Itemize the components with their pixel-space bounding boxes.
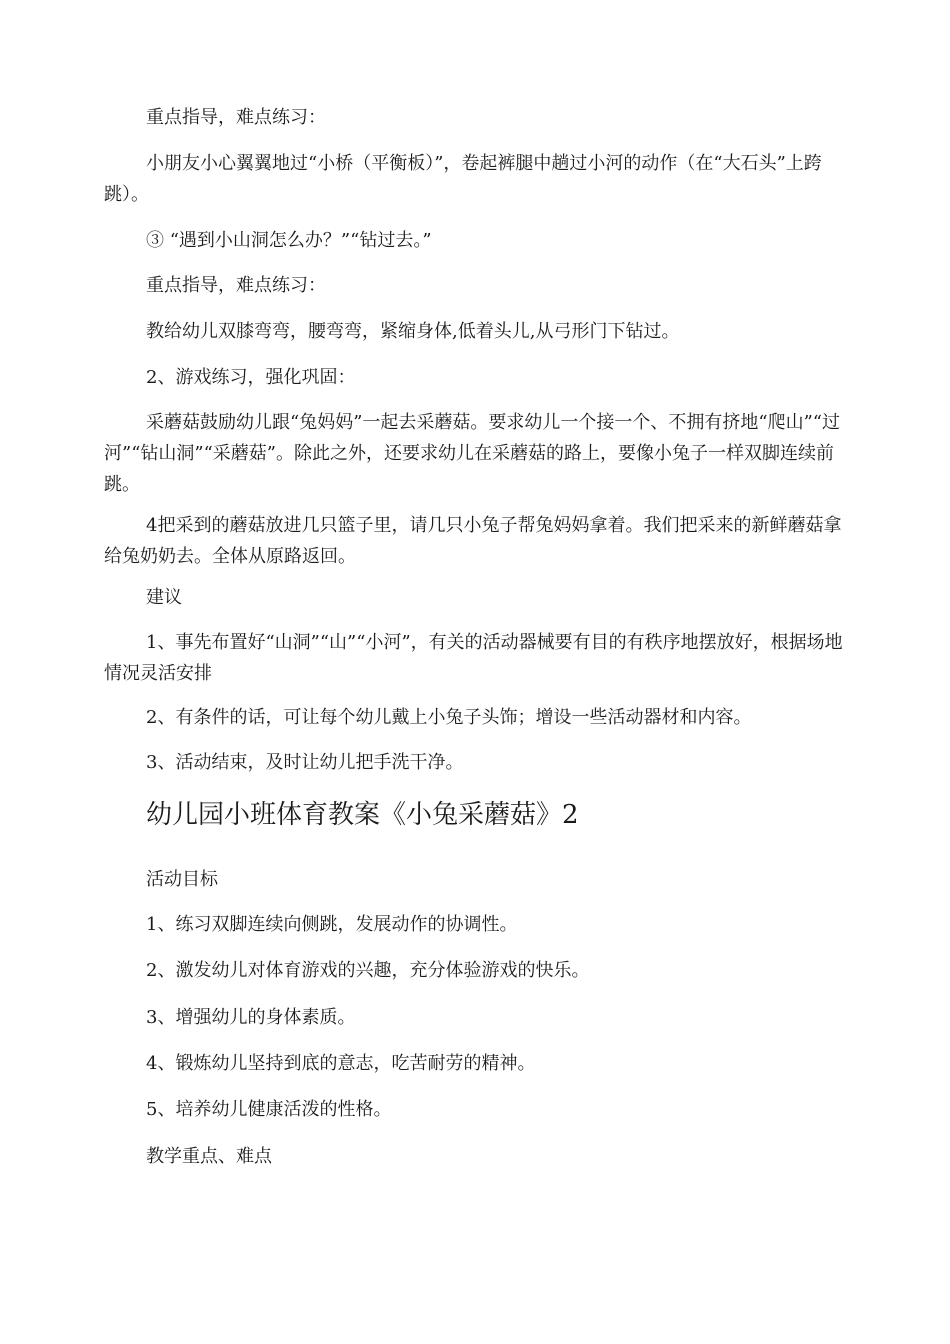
list-item: 5、培养幼儿健康活泼的性格。 [146, 1099, 392, 1120]
list-item: 4、锻炼幼儿坚持到底的意志，吃苦耐劳的精神。 [146, 1053, 536, 1074]
paragraph: 2、有条件的话，可让每个幼儿戴上小兔子头饰；增设一些活动器材和内容。 [146, 707, 752, 728]
paragraph: 1、事先布置好“山洞”“山”“小河”，有关的活动器械要有目的有秩序地摆放好，根据场地情况灵活安排 [104, 632, 843, 684]
paragraph: ③ “遇到小山洞怎么办？”“钻过去。” [146, 230, 432, 251]
paragraph: 建议 [146, 587, 182, 608]
paragraph: 4把采到的蘑菇放进几只篮子里，请几只小兔子帮兔妈妈拿着。我们把采来的新鲜蘑菇拿给兔奶奶去。全体从原路返回。 [104, 515, 842, 567]
paragraph: 重点指导，难点练习： [146, 275, 326, 296]
paragraph: 采蘑菇鼓励幼儿跟“兔妈妈”一起去采蘑菇。要求幼儿一个接一个、不拥有挤地“爬山”“过河”“钻山洞”“采蘑菇”。除此之外，还要求幼儿在采蘑菇的路上，要像小兔子一样双脚连续前跳。 [104, 412, 841, 495]
paragraph: 活动目标 [146, 869, 218, 890]
paragraph: 3、活动结束，及时让幼儿把手洗干净。 [146, 752, 464, 773]
list-item: 2、激发幼儿对体育游戏的兴趣，充分体验游戏的快乐。 [146, 960, 590, 981]
paragraph: 小朋友小心翼翼地过“小桥（平衡板）”，卷起裤腿中趟过小河的动作（在“大石头”上跨跳）。 [104, 153, 822, 205]
list-item: 3、增强幼儿的身体素质。 [146, 1007, 356, 1028]
section-heading: 幼儿园小班体育教案《小兔采蘑菇》2 [146, 800, 579, 830]
paragraph: 教学重点、难点 [146, 1146, 272, 1167]
list-item: 1、练习双脚连续向侧跳，发展动作的协调性。 [146, 914, 518, 935]
paragraph: 教给幼儿双膝弯弯，腰弯弯，紧缩身体,低着头儿,从弓形门下钻过。 [146, 321, 680, 342]
paragraph: 2、游戏练习，强化巩固： [146, 367, 356, 388]
paragraph: 重点指导，难点练习： [146, 107, 326, 128]
